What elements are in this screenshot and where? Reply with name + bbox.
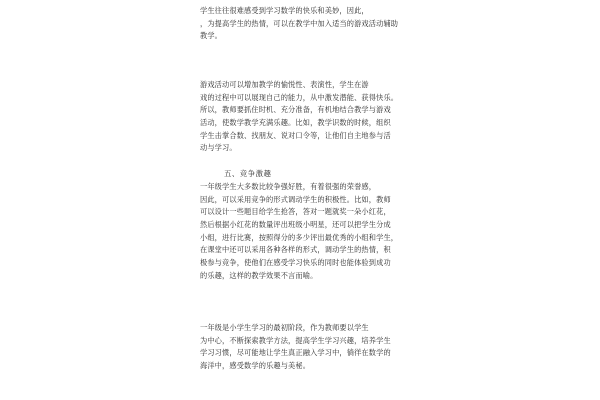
paragraph-line: 因此，可以采用竞争的形式调动学生的积极性。比如，教师: [200, 194, 391, 204]
paragraph-1: [200, 5, 412, 43]
paragraph-line: 游戏活动可以增加教学的愉悦性、表演性，学生在游: [200, 80, 369, 89]
paragraph-line: 学习习惯，尽可能地让学生真正融入学习中，徜徉在数学的: [200, 348, 391, 358]
paragraph-3: [200, 181, 412, 283]
paragraph-line: 戏的过程中可以展现自己的能力，从中激发潜能、获得快乐。: [200, 92, 399, 102]
paragraph-line: 可以设计一些题目给学生抢答，答对一题就奖一朵小红花，: [200, 207, 391, 217]
paragraph-line: 教学。: [200, 31, 223, 41]
paragraph-line: 所以，教师要抓住时机、充分准备，有机地结合教学与游戏: [200, 105, 391, 115]
paragraph-line: 活动，使数学教学充满乐趣。比如，教学识数的时候，组织: [200, 118, 391, 128]
paragraph-4: [200, 322, 412, 373]
paragraph-line: 然后根据小红花的数量评出班级小明星，还可以把学生分成: [200, 220, 391, 230]
paragraph-line: 动与学习。: [200, 143, 237, 153]
paragraph-line: 极参与竞争，使他们在感受学习快乐的同时也能体验到成功: [200, 258, 391, 268]
section-heading: 五、竞争激趣: [224, 169, 272, 178]
paragraph-line: 学生往往很难感受到学习数学的快乐和美妙，因此，: [200, 6, 369, 15]
paragraph-line: ，为提高学生的热情，可以在教学中加入适当的游戏活动辅助: [200, 18, 399, 28]
paragraph-line: 为中心，不断探索教学方法，提高学生学习兴趣，培养学生: [200, 335, 391, 345]
paragraph-line: 小组，进行比赛，按照得分的多少评出最优秀的小组和学生，: [200, 232, 399, 242]
paragraph-line: 一年级学生大多数比较争强好胜，有着很强的荣誉感，: [200, 182, 377, 191]
paragraph-line: 海洋中，感受数学的乐趣与美秘。: [200, 361, 311, 371]
paragraph-line: 一年级是小学生学习的最初阶段，作为教师要以学生: [200, 323, 369, 332]
paragraph-line: 学生击掌合数、找朋友、说对口令等，让他们自主地参与活: [200, 130, 391, 140]
paragraph-line: 在课堂中还可以采用各种各样的形式，调动学生的热情，积: [200, 245, 391, 255]
paragraph-2: [200, 79, 412, 155]
paragraph-line: 的乐趣，这样的教学效果不言而喻。: [200, 270, 318, 280]
